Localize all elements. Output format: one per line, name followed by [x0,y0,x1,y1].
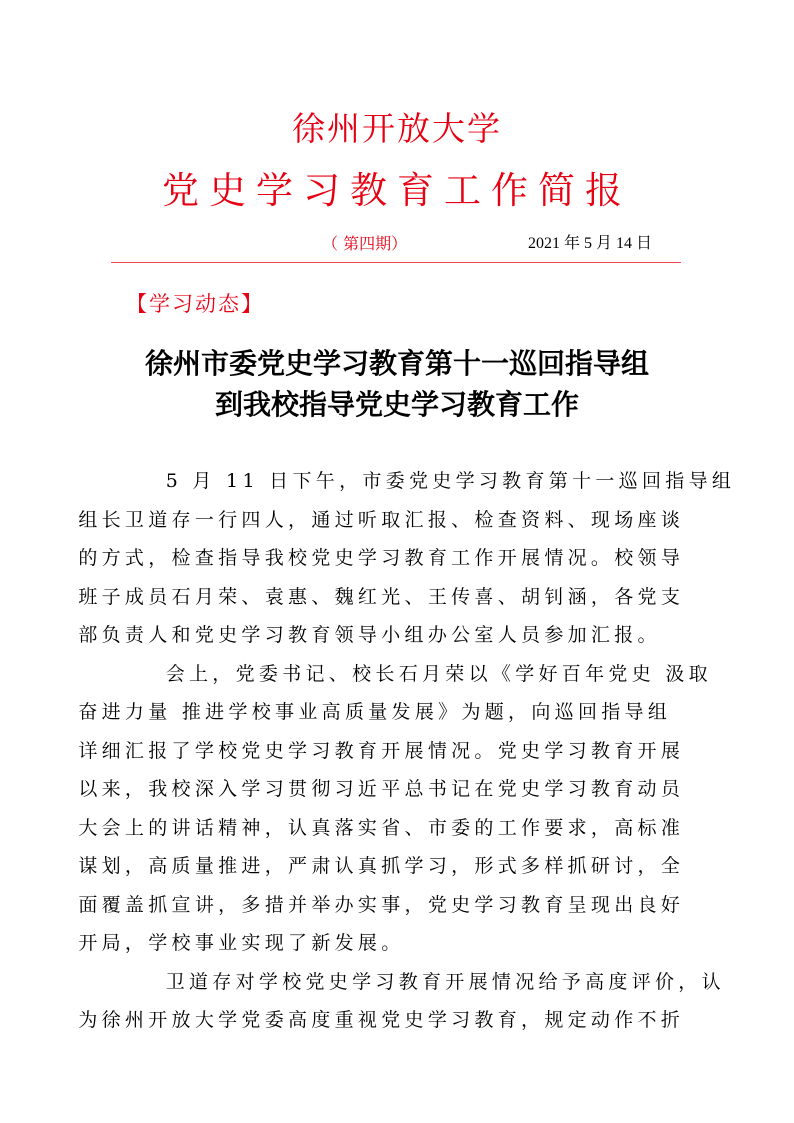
text-line: 详细汇报了学校党史学习教育开展情况。党史学习教育开展 [78,739,685,762]
issue-number: （ 第四期） [322,234,408,253]
text-line: 的方式，检查指导我校党史学习教育工作开展情况。校领导 [78,547,685,569]
headline-line-1: 徐州市委党史学习教育第十一巡回指导组 [144,347,649,380]
text-line: 为徐州开放大学党委高度重视党史学习教育，规定动作不折 [78,1009,685,1031]
organization-title: 徐州开放大学 [292,109,502,148]
text-line: 5 月 11 日下午，市委党史学习教育第十一巡回指导组 [165,470,736,492]
text-line: 开局，学校事业实现了新发展。 [78,932,405,954]
text-line: 卫道存对学校党史学习教育开展情况给予高度评价，认 [165,970,725,993]
header-divider [111,262,681,263]
paragraph-2 [78,655,712,963]
text-line: 部负责人和党史学习教育领导小组办公室人员参加汇报。 [78,624,661,646]
issue-date: 2021 年 5 月 14 日 [528,235,653,252]
article-body [78,462,736,1040]
text-line: 面覆盖抓宣讲，多措并举办实事，党史学习教育呈现出良好 [78,893,685,916]
text-line: 会上，党委书记、校长石月荣以《学好百年党史 汲取 [165,662,712,685]
paragraph-3 [78,963,725,1040]
text-line: 班子成员石月荣、袁惠、魏红光、王传喜、胡钊涵，各党支 [78,585,685,608]
paragraph-1 [78,462,736,655]
text-line: 奋进力量 推进学校事业高质量发展》为题，向巡回指导组 [78,701,672,723]
section-label: 【学习动态】 [126,292,264,316]
bulletin-title: 党史学习教育工作简报 [162,169,632,212]
text-line: 组长卫道存一行四人，通过听取汇报、检查资料、现场座谈 [78,508,685,531]
text-line: 大会上的讲话精神，认真落实省、市委的工作要求，高标准 [78,816,685,839]
article-headline [0,343,794,425]
text-line: 谋划，高质量推进，严肃认真抓学习，形式多样抓研讨，全 [78,855,685,877]
text-line: 以来，我校深入学习贯彻习近平总书记在党史学习教育动员 [78,778,685,800]
headline-line-2: 到我校指导党史学习教育工作 [214,388,579,421]
